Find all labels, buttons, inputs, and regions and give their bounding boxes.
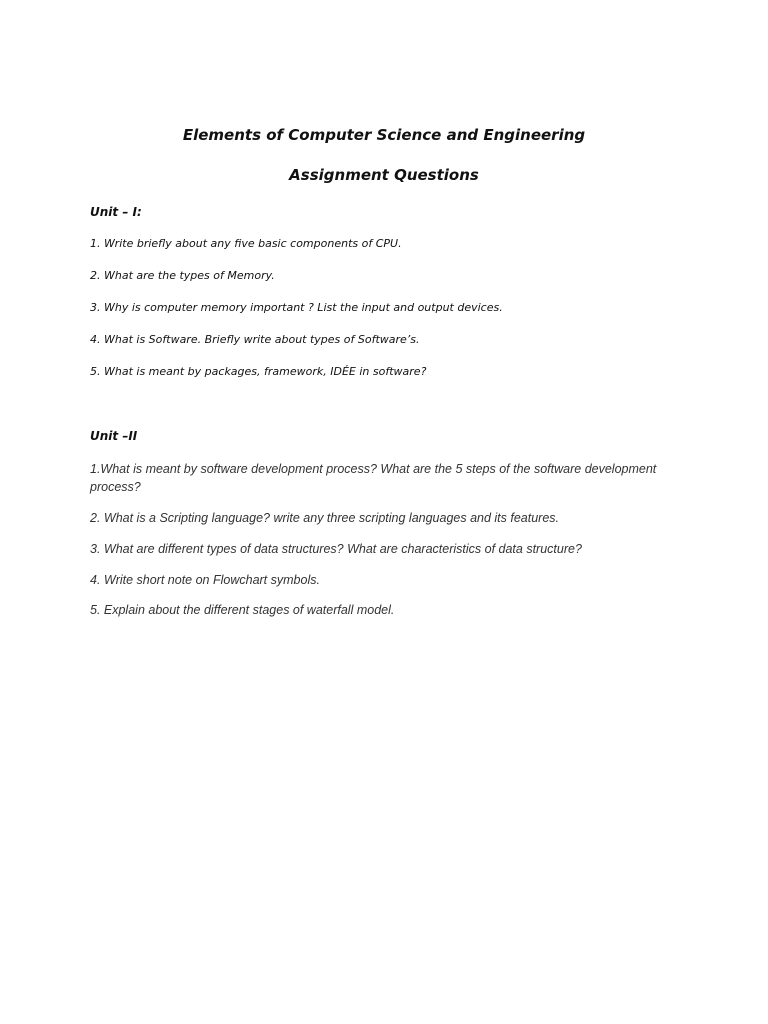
unit-1-question-3: 3. Why is computer memory important ? List the input and output devices. xyxy=(90,301,503,314)
unit-1-question-4: 4. What is Software. Briefly write about types of Software’s. xyxy=(90,333,420,346)
unit-1-question-1: 1. Write briefly about any five basic components of CPU. xyxy=(90,237,402,250)
document-title: Elements of Computer Science and Engineering xyxy=(182,126,586,144)
unit-2-heading: Unit –II xyxy=(90,429,138,443)
document-subtitle: Assignment Questions xyxy=(289,166,479,184)
unit-1-heading: Unit – I: xyxy=(90,205,142,219)
unit-2-question-2: 2. What is a Scripting language? write any three scripting languages and its features. xyxy=(90,511,560,525)
unit-1-question-2: 2. What are the types of Memory. xyxy=(90,269,275,282)
unit-2-question-1: 1.What is meant by software development process? What are the 5 steps of the software development process? xyxy=(90,462,657,494)
unit-2-question-3: 3. What are different types of data structures? What are characteristics of data structure? xyxy=(90,542,582,556)
unit-2-question-4: 4. Write short note on Flowchart symbols. xyxy=(90,573,320,587)
unit-2-question-5: 5. Explain about the different stages of waterfall model. xyxy=(90,603,395,617)
unit-1-question-5: 5. What is meant by packages, framework, IDÉE in software? xyxy=(90,365,427,378)
